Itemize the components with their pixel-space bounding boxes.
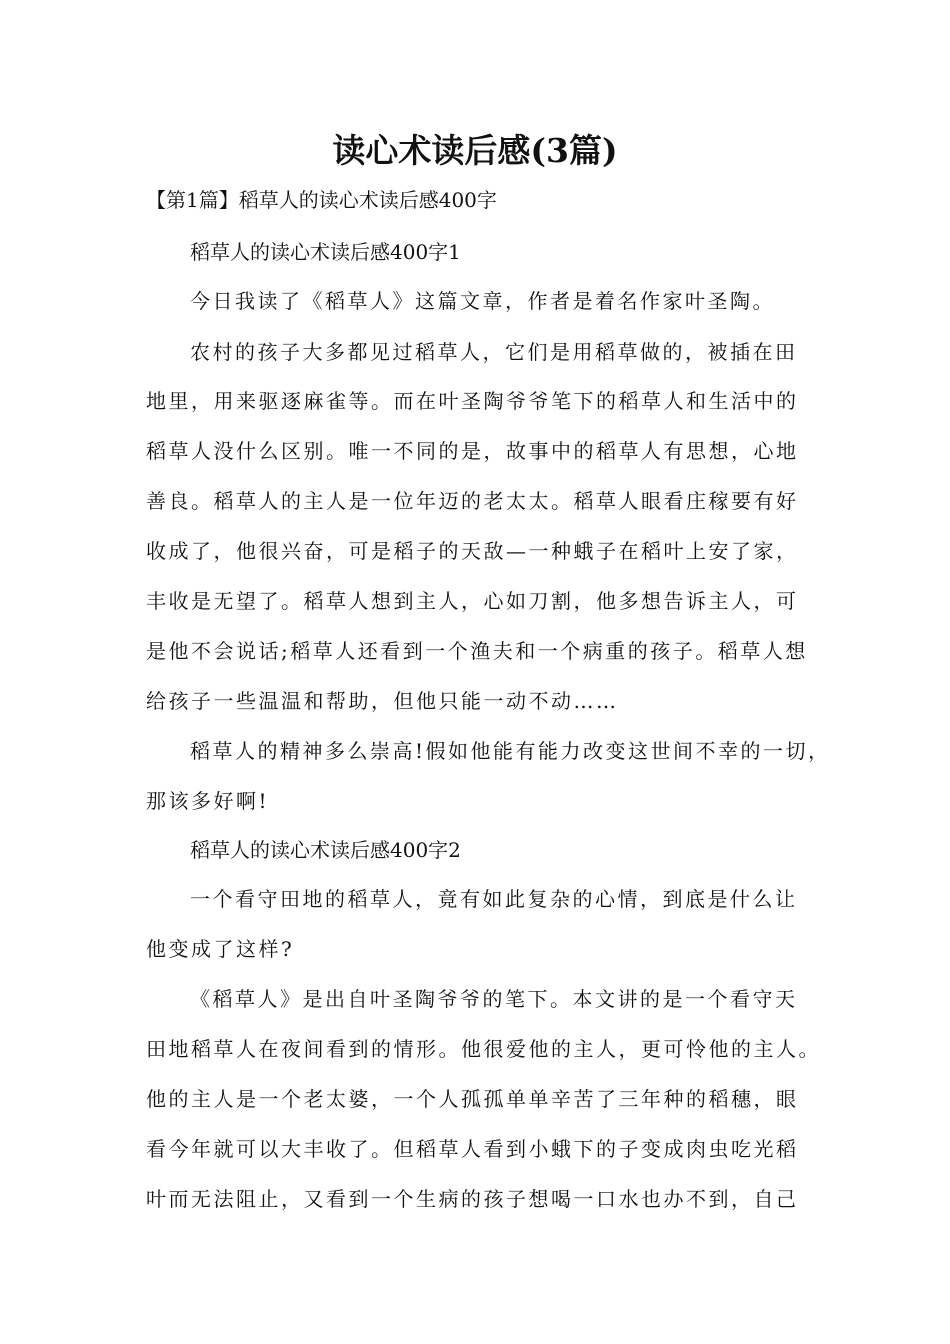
- paragraph-line: 农村的孩子大多都见过稻草人，它们是用稻草做的，被插在田: [190, 340, 798, 364]
- paragraph-line: 是他不会说话;稻草人还看到一个渔夫和一个病重的孩子。稻草人想: [146, 639, 808, 663]
- paragraph-line: 一个看守田地的稻草人，竟有如此复杂的心情，到底是什么让: [190, 887, 798, 911]
- paragraph-line: 今日我读了《稻草人》这篇文章，作者是着名作家叶圣陶。: [190, 289, 775, 313]
- paragraph-line: 他的主人是一个老太婆，一个人孤孤单单辛苦了三年种的稻穗，眼: [146, 1087, 799, 1111]
- paragraph-line: 给孩子一些温温和帮助，但他只能一动不动……: [146, 689, 619, 713]
- subsection-heading: 稻草人的读心术读后感400字1: [190, 240, 461, 264]
- paragraph-line: 他变成了这样?: [146, 937, 295, 961]
- paragraph-line: 稻草人没什么区别。唯一不同的是，故事中的稻草人有思想，心地: [146, 439, 799, 463]
- paragraph-line: 善良。稻草人的主人是一位年迈的老太太。稻草人眼看庄稼要有好: [146, 489, 799, 513]
- paragraph-line: 田地稻草人在夜间看到的情形。他很爱他的主人，更可怜他的主人。: [146, 1037, 821, 1061]
- section-heading: 【第1篇】稻草人的读心术读后感400字: [146, 188, 497, 212]
- subsection-heading: 稻草人的读心术读后感400字2: [190, 838, 461, 862]
- paragraph-line: 看今年就可以大丰收了。但稻草人看到小蛾下的子变成肉虫吃光稻: [146, 1137, 799, 1161]
- paragraph-line: 《稻草人》是出自叶圣陶爷爷的笔下。本文讲的是一个看守天: [190, 987, 798, 1011]
- paragraph-line: 稻草人的精神多么崇高!假如他能有能力改变这世间不幸的一切，: [190, 739, 831, 763]
- paragraph-line: 丰收是无望了。稻草人想到主人，心如刀割，他多想告诉主人，可: [146, 589, 799, 613]
- document-title: 读心术读后感(3篇): [332, 131, 618, 170]
- paragraph-line: 地里，用来驱逐麻雀等。而在叶圣陶爷爷笔下的稻草人和生活中的: [146, 389, 799, 413]
- paragraph-line: 叶而无法阻止，又看到一个生病的孩子想喝一口水也办不到，自己: [146, 1187, 799, 1211]
- paragraph-line: 那该多好啊!: [146, 789, 270, 813]
- paragraph-line: 收成了，他很兴奋，可是稻子的天敌—一种蛾子在稻叶上安了家，: [146, 539, 799, 563]
